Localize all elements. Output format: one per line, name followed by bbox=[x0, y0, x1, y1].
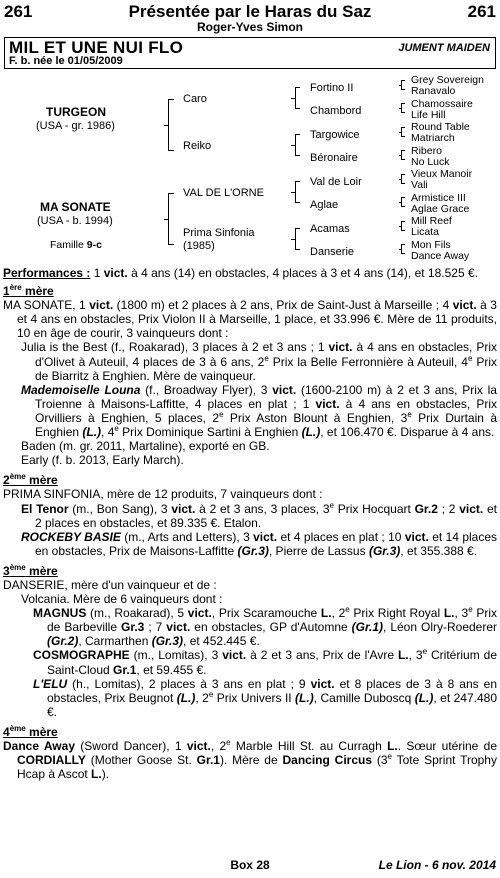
dam-details: (USA - b. 1994) bbox=[37, 215, 113, 227]
fourth-dam-heading: 4ème mère bbox=[3, 723, 58, 739]
publication-info: Le Lion - 6 nov. 2014 bbox=[378, 858, 496, 872]
dam-family: Famille 9-c bbox=[50, 239, 102, 251]
produce-magnus: MAGNUS (m., Roakarad), 5 vict., Prix Scaramouche L., 2e Prix Right Royal L., 3e Prix de Barbeville Gr.3 ; 7 vict. en obstacles, GP d'Automne (Gr.1), Léon Olry-Roederer (Gr.2), Carmarthen (Gr.3), et 452.445 €. bbox=[33, 605, 498, 649]
second-dam-entry: PRIMA SINFONIA, mère de 12 produits, 7 vainqueurs dont : bbox=[3, 487, 323, 502]
dam-dam-year: (1985) bbox=[183, 240, 215, 252]
sire-dam: Reiko bbox=[183, 140, 212, 152]
produce-early: Early (f. b. 2013, Early March). bbox=[21, 453, 184, 468]
g3-6: Aglae bbox=[310, 199, 339, 211]
dam-name: MA SONATE bbox=[40, 200, 111, 214]
g3-7: Acamas bbox=[310, 223, 350, 235]
bracket-sire bbox=[168, 99, 174, 151]
lot-number-left: 261 bbox=[4, 2, 33, 21]
second-dam-heading: 2ème mère bbox=[3, 472, 58, 488]
g3-1: Fortino II bbox=[310, 82, 354, 94]
dam-sire: VAL DE L'ORNE bbox=[183, 187, 264, 199]
g4-16: Dance Away bbox=[411, 250, 470, 262]
g4-11: Armistice III bbox=[411, 192, 466, 204]
g3-8: Danserie bbox=[310, 246, 355, 258]
produce-l-elu: L'ELU (h., Lomitas), 2 places à 3 ans en plat ; 9 vict. et 8 places de 3 à 8 ans en obstacles, Prix Beugnot (L.), 2e Prix Univers II (L.), Camille Duboscq (L.), et 247.480 €. bbox=[33, 676, 497, 719]
dam-dam: Prima Sinfonia bbox=[183, 227, 255, 239]
g4-3: Chamossaire bbox=[411, 98, 473, 110]
produce-cosmographe: COSMOGRAPHE (m., Lomitas), 3 vict. à 2 et 3 ans, Prix de l'Avre L., 3e Critérium de Saint-Cloud Gr.1, et 59.455 €. bbox=[33, 647, 497, 677]
fourth-dam-entry: Dance Away (Sword Dancer), 1 vict., 2e Marble Hill St. au Curragh L.. Sœur utérine de CORDIALLY (Mother Goose St. Gr.1). Mère de Dancing Circus (3e Tote Sprint Trophy Hcap à Ascot L.). bbox=[3, 738, 497, 782]
g4-6: Matriarch bbox=[411, 132, 455, 144]
produce-baden: Baden (m. gr. 2011, Martaline), exporté en GB. bbox=[21, 439, 270, 454]
consignment-title: Présentée par le Haras du Saz bbox=[128, 2, 372, 21]
g4-7: Ribero bbox=[411, 145, 442, 157]
catalogue-body bbox=[3, 266, 497, 781]
g4-2: Ranavalo bbox=[411, 85, 456, 97]
g4-13: Mill Reef bbox=[411, 215, 452, 227]
horse-status: JUMENT MAIDEN bbox=[398, 42, 490, 54]
g3-2: Chambord bbox=[310, 105, 362, 117]
first-dam-entry: MA SONATE, 1 vict. (1800 m) et 2 places à 2 ans, Prix de Saint-Just à Marseille ; 4 vict. à 3 et 4 ans en obstacles, Prix Violon II à Marseille, 1 place, et 33.996 €. Mère de 11 produits, 10 en âge de courir, 3 vainqueurs dont : bbox=[3, 298, 497, 341]
g4-4: Life Hill bbox=[411, 109, 446, 121]
produce-el-tenor: El Tenor (m., Bon Sang), 3 vict. à 2 et 3 ans, 3 places, 3e Prix Hocquart Gr.2 ; 2 vict. et 2 places en obstacles, et 89.335 €. Etalon. bbox=[21, 500, 498, 530]
bracket-dam bbox=[168, 193, 174, 245]
horse-title-box bbox=[4, 37, 496, 69]
g4-9: Vieux Manoir bbox=[411, 168, 473, 180]
first-dam-heading: 1ère mère bbox=[3, 283, 54, 299]
g4-12: Aglae Grace bbox=[411, 203, 470, 215]
lot-number-right: 261 bbox=[467, 2, 496, 21]
g4-1: Grey Sovereign bbox=[411, 74, 484, 86]
pedigree-table bbox=[0, 72, 500, 266]
horse-name: MIL ET UNE NUI FLO bbox=[9, 38, 184, 57]
g4-14: Licata bbox=[411, 226, 440, 238]
page-header bbox=[4, 2, 496, 32]
third-dam-entry: DANSERIE, mère d'un vainqueur et de : bbox=[3, 577, 217, 592]
bracket-g2-2 bbox=[295, 134, 300, 156]
sire-details: (USA - gr. 1986) bbox=[36, 120, 115, 132]
bracket-g2-4 bbox=[295, 228, 300, 250]
g3-4: Béronaire bbox=[310, 152, 358, 164]
g4-15: Mon Fils bbox=[411, 239, 451, 251]
performances: Performances : 1 vict. à 4 ans (14) en obstacles, 4 places à 3 et 4 ans (14), et 18.525 €. bbox=[3, 266, 478, 280]
produce-rockeby-basie: ROCKEBY BASIE (m., Arts and Letters), 3 vict. et 4 places en plat ; 10 vict. et 14 places en obstacles, Prix de Maisons-Laffitte (Gr.3), Pierre de Lassus (Gr.3), et 355.388 €. bbox=[21, 529, 498, 558]
box-number: Box 28 bbox=[230, 858, 270, 872]
sire-name: TURGEON bbox=[46, 105, 106, 119]
g4-8: No Luck bbox=[411, 156, 450, 168]
bracket-g2-1 bbox=[295, 87, 300, 109]
horse-birth: F. b. née le 01/05/2009 bbox=[9, 55, 123, 67]
g4-5: Round Table bbox=[411, 121, 470, 133]
consignor-name: Roger-Yves Simon bbox=[196, 20, 304, 34]
produce-julia: Julia is the Best (f., Roakarad), 3 places à 2 et 3 ans ; 1 vict. à 4 ans en obstacles, Prix d'Olivet à Auteuil, 4 places de 3 à 6 ans, 2e Prix la Belle Ferronnière à Auteuil, 4e Prix de Biarritz à Enghien. Mère de vainqueur. bbox=[21, 340, 498, 383]
sire-sire: Caro bbox=[183, 93, 207, 105]
g3-3: Targowice bbox=[310, 129, 360, 141]
g3-5: Val de Loir bbox=[310, 176, 362, 188]
produce-louna: Mademoiselle Louna (f., Broadway Flyer), 3 vict. (1600-2100 m) à 2 et 3 ans, Prix la Troienne à Maisons-Laffitte, 4 places en plat ; 1 vict. à 4 ans en obstacles, Prix Orvilliers à Enghien, 5 places, 2e Prix Aston Blount à Enghien, 3e Prix Durtain à Enghien (L.), 4e Prix Dominique Sartini à Enghien (L.), et 106.470 €. Disparue à 4 ans. bbox=[21, 382, 497, 440]
third-dam-heading: 3ème mère bbox=[3, 562, 58, 578]
g4-10: Vali bbox=[411, 179, 428, 191]
page-footer bbox=[4, 858, 496, 876]
bracket-g2-3 bbox=[295, 181, 300, 203]
produce-volcania: Volcania. Mère de 6 vainqueurs dont : bbox=[21, 592, 223, 607]
